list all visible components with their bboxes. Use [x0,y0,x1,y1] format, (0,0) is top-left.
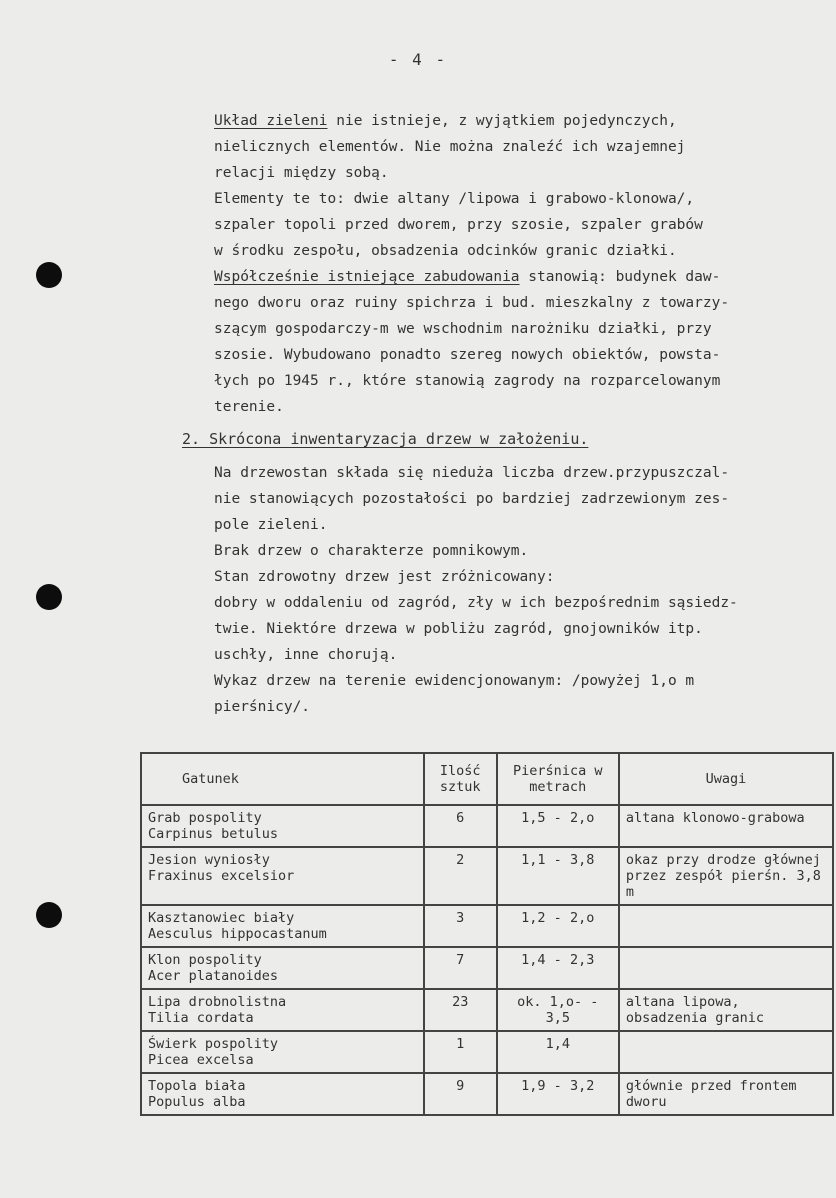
species-latin: Aesculus hippocastanum [148,926,327,942]
text-line: w środku zespołu, obsadzenia odcinków granic działki. [214,243,677,259]
text-line: szącym gospodarczy-m we wschodnim narożniku działki, przy [214,321,712,337]
text-line: dobry w oddaleniu od zagród, zły w ich bezpośrednim sąsiedz- [214,595,738,611]
table-row [141,1031,833,1073]
species-name: Świerk pospolity [148,1036,279,1052]
count-cell: 3 [424,905,497,947]
binder-hole [36,902,62,928]
species-latin: Populus alba [148,1094,246,1110]
section-1-text [214,108,834,420]
text-line: relacji między sobą. [214,165,389,181]
species-cell [141,905,424,947]
text-line: pierśnicy/. [214,699,311,715]
species-cell [141,989,424,1031]
page-number: - 4 - [388,50,448,69]
count-cell: 23 [424,989,497,1031]
species-name: Grab pospolity [148,810,262,826]
text-line: łych po 1945 r., które stanowią zagrody na rozparcelowanym [214,373,721,389]
species-name: Topola biała [148,1078,246,1094]
species-name: Lipa drobnolistna [148,994,287,1010]
count-cell: 1 [424,1031,497,1073]
text-line: terenie. [214,399,284,415]
text-line: Stan zdrowotny drzew jest zróżnicowany: [214,569,555,585]
table-row [141,905,833,947]
text-line: twie. Niektóre drzewa w pobliżu zagród, gnojowników itp. [214,621,703,637]
header-dbh: Pierśnica w metrach [497,753,619,805]
species-latin: Picea excelsa [148,1052,254,1068]
text-line: Elementy te to: dwie altany /lipowa i grabowo-klonowa/, [214,191,695,207]
binder-hole [36,262,62,288]
text-line: nielicznych elementów. Nie można znaleźć ich wzajemnej [214,139,686,155]
header-species: Gatunek [141,753,424,805]
dbh-cell: 1,4 - 2,3 [497,947,619,989]
text-line: Wykaz drzew na terenie ewidencjonowanym: /powyżej 1,o m [214,673,695,689]
dbh-cell: 1,5 - 2,o [497,805,619,847]
count-cell: 6 [424,805,497,847]
section-2-text [214,460,834,720]
text-line: Współcześnie istniejące zabudowania stanowią: budynek daw- [214,269,721,285]
notes-cell [619,905,833,947]
notes-cell: altana lipowa, obsadzenia granic [619,989,833,1031]
header-count: Ilość sztuk [424,753,497,805]
text-line: nego dworu oraz ruiny spichrza i bud. mieszkalny z towarzy- [214,295,730,311]
count-cell: 2 [424,847,497,905]
text-line: pole zieleni. [214,517,328,533]
text-line: Na drzewostan składa się nieduża liczba drzew.przypuszczal- [214,465,730,481]
species-name: Jesion wyniosły [148,852,270,868]
dbh-cell: 1,2 - 2,o [497,905,619,947]
table-row [141,989,833,1031]
text-line: nie stanowiących pozostałości po bardziej zadrzewionym zes- [214,491,730,507]
notes-cell: głównie przed frontem dworu [619,1073,833,1115]
notes-cell [619,1031,833,1073]
species-cell [141,1031,424,1073]
dbh-cell: 1,1 - 3,8 [497,847,619,905]
dbh-cell: 1,9 - 3,2 [497,1073,619,1115]
text-line: szosie. Wybudowano ponadto szereg nowych obiektów, powsta- [214,347,721,363]
notes-cell: altana klonowo-grabowa [619,805,833,847]
species-latin: Carpinus betulus [148,826,279,842]
section-2-heading: 2. Skrócona inwentaryzacja drzew w założeniu. [182,430,589,448]
species-cell [141,805,424,847]
species-name: Klon pospolity [148,952,262,968]
table-row [141,1073,833,1115]
table-row [141,947,833,989]
species-latin: Tilia cordata [148,1010,254,1026]
species-cell [141,847,424,905]
dbh-cell: ok. 1,o- - 3,5 [497,989,619,1031]
species-cell [141,1073,424,1115]
species-latin: Acer platanoides [148,968,279,984]
text-line: Brak drzew o charakterze pomnikowym. [214,543,529,559]
text-line: Układ zieleni nie istnieje, z wyjątkiem pojedynczych, [214,113,677,129]
text-line: uschły, inne chorują. [214,647,398,663]
species-latin: Fraxinus excelsior [148,868,295,884]
dbh-cell: 1,4 [497,1031,619,1073]
species-cell [141,947,424,989]
header-notes: Uwagi [619,753,833,805]
binder-hole [36,584,62,610]
table-row [141,805,833,847]
count-cell: 7 [424,947,497,989]
notes-cell [619,947,833,989]
species-name: Kasztanowiec biały [148,910,295,926]
notes-cell: okaz przy drodze głównej przez zespół pierśn. 3,8 m [619,847,833,905]
table-row [141,847,833,905]
tree-inventory-table [140,752,834,1116]
count-cell: 9 [424,1073,497,1115]
text-line: szpaler topoli przed dworem, przy szosie, szpaler grabów [214,217,703,233]
